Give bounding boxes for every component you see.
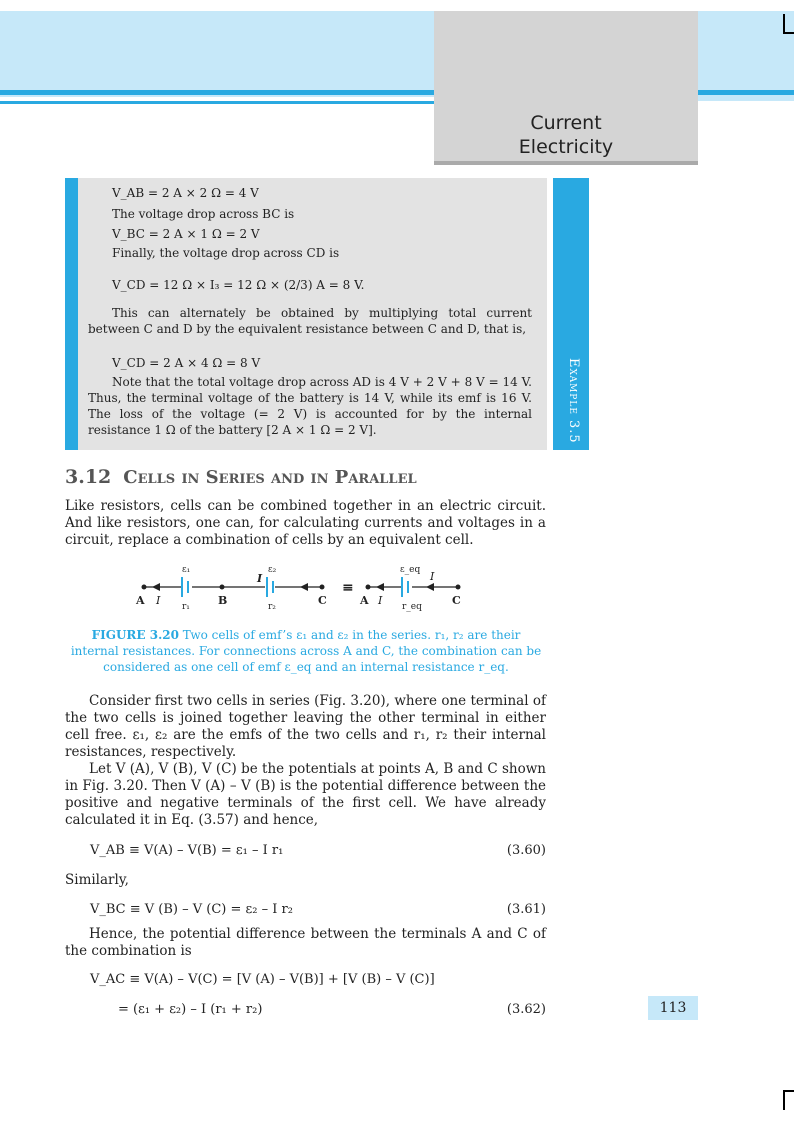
body-paragraph-1: Consider first two cells in series (Fig. 3.20), where one terminal of the two cells is joined together leaving the other terminal in either cell free. ε₁, ε₂ are the emfs of the two cells and r₁, r₂ their internal resistances, respectively. <box>65 693 546 760</box>
header-rule-right <box>698 90 794 95</box>
label-c-eq: C <box>452 594 461 607</box>
header-rule <box>0 90 434 95</box>
example-label: Example 3.5 <box>566 358 581 444</box>
label-eps2: ε₂ <box>268 565 277 575</box>
label-current-eq: I <box>378 594 383 607</box>
equation-3-60 <box>90 843 546 858</box>
section-number: 3.12 <box>65 466 112 488</box>
chapter-title-box <box>434 11 698 165</box>
example-line-3: V_BC = 2 A × 1 Ω = 2 V <box>112 227 260 241</box>
current-arrow <box>376 583 384 591</box>
equation-text: V_BC ≡ V (B) – V (C) = ε₂ – I r₂ <box>90 902 293 917</box>
example-paragraph-2: Note that the total voltage drop across AD is 4 V + 2 V + 8 V = 14 V. Thus, the terminal voltage of the battery is 14 V, while its emf is 16 V. The loss of the voltage (= 2 V) is accounted for by the internal resistance 1 Ω of the battery [2 A × 1 Ω = 2 V]. <box>88 375 532 437</box>
label-a: A <box>136 594 145 607</box>
label-r-eq: r_eq <box>402 602 422 612</box>
figure-caption <box>70 627 542 675</box>
circuit-diagram <box>130 562 470 620</box>
section-title: Cells in Series and in Parallel <box>123 467 417 488</box>
crop-mark-bottom-h <box>783 1090 794 1092</box>
node-c <box>320 585 325 590</box>
node-b <box>220 585 225 590</box>
label-r1: r₁ <box>182 602 190 612</box>
label-current: I <box>156 594 161 607</box>
crop-mark-top-h <box>783 32 794 34</box>
similarly-text: Similarly, <box>65 872 129 888</box>
chapter-title: Current Electricity <box>518 112 614 158</box>
intro-paragraph: Like resistors, cells can be combined together in an electric circuit. And like resistors, one can, for calculating currents and voltages in a circuit, replace a combination of cells by an equivalent cell. <box>65 498 546 548</box>
figure-caption-label: FIGURE 3.20 <box>91 628 179 642</box>
label-equivalent: ≡ <box>342 580 354 596</box>
example-left-bar <box>65 178 78 450</box>
label-eps1: ε₁ <box>182 565 191 575</box>
header-band-right <box>698 11 794 101</box>
current-arrow <box>300 583 308 591</box>
example-line-7: V_CD = 2 A × 4 Ω = 8 V <box>112 356 261 370</box>
example-line-2: The voltage drop across BC is <box>112 207 295 221</box>
section-heading <box>65 466 417 488</box>
label-c: C <box>318 594 327 607</box>
equation-text: V_AB ≡ V(A) – V(B) = ε₁ – I r₁ <box>90 843 284 858</box>
equation-number: (3.62) <box>506 1002 546 1017</box>
crop-mark-bottom <box>783 1090 785 1110</box>
equation-text: = (ε₁ + ε₂) – I (r₁ + r₂) <box>118 1002 263 1017</box>
body-paragraph-3: Hence, the potential difference between the terminals A and C of the combination is <box>65 926 546 959</box>
equation-3-62-line-2 <box>118 1002 546 1017</box>
page-number: 113 <box>648 996 698 1020</box>
equation-3-62-line-1 <box>90 972 546 987</box>
example-line-4: Finally, the voltage drop across CD is <box>112 246 340 260</box>
node-a <box>142 585 147 590</box>
example-paragraph-1: This can alternately be obtained by multiplying total current between C and D by the equivalent resistance between C and D, that is, <box>88 306 532 336</box>
node-c-eq <box>456 585 461 590</box>
header-rule-thin <box>0 101 434 104</box>
example-tab <box>553 178 589 450</box>
equation-3-61 <box>90 902 546 917</box>
current-arrow <box>426 583 434 591</box>
label-r2: r₂ <box>268 602 276 612</box>
label-eps-eq: ε_eq <box>400 565 421 575</box>
body-paragraph-2: Let V (A), V (B), V (C) be the potentials at points A, B and C shown in Fig. 3.20. Then V (A) – V (B) is the potential difference between the positive and negative terminals of the first cell. We have already calculated it in Eq. (3.57) and hence, <box>65 761 546 828</box>
label-a-eq: A <box>360 594 369 607</box>
example-line-1: V_AB = 2 A × 2 Ω = 4 V <box>112 186 259 200</box>
label-b: B <box>218 594 228 607</box>
header-band <box>0 11 434 97</box>
current-arrow <box>152 583 160 591</box>
equation-text: V_AC ≡ V(A) – V(C) = [V (A) – V(B)] + [V (B) – V (C)] <box>90 972 435 987</box>
crop-mark-top <box>783 14 785 34</box>
equation-number: (3.61) <box>506 902 546 917</box>
label-current-2: I <box>257 572 263 585</box>
node-a-eq <box>366 585 371 590</box>
example-line-5: V_CD = 12 Ω × I₃ = 12 Ω × (2/3) A = 8 V. <box>112 278 365 292</box>
equation-number: (3.60) <box>506 843 546 858</box>
figure-caption-text: Two cells of emf’s ε₁ and ε₂ in the series. r₁, r₂ are their internal resistances. For connections across A and C, the combination can be considered as one cell of emf ε_eq and an internal resistance r_eq. <box>70 628 542 674</box>
label-current-eq-2: I <box>430 570 435 583</box>
